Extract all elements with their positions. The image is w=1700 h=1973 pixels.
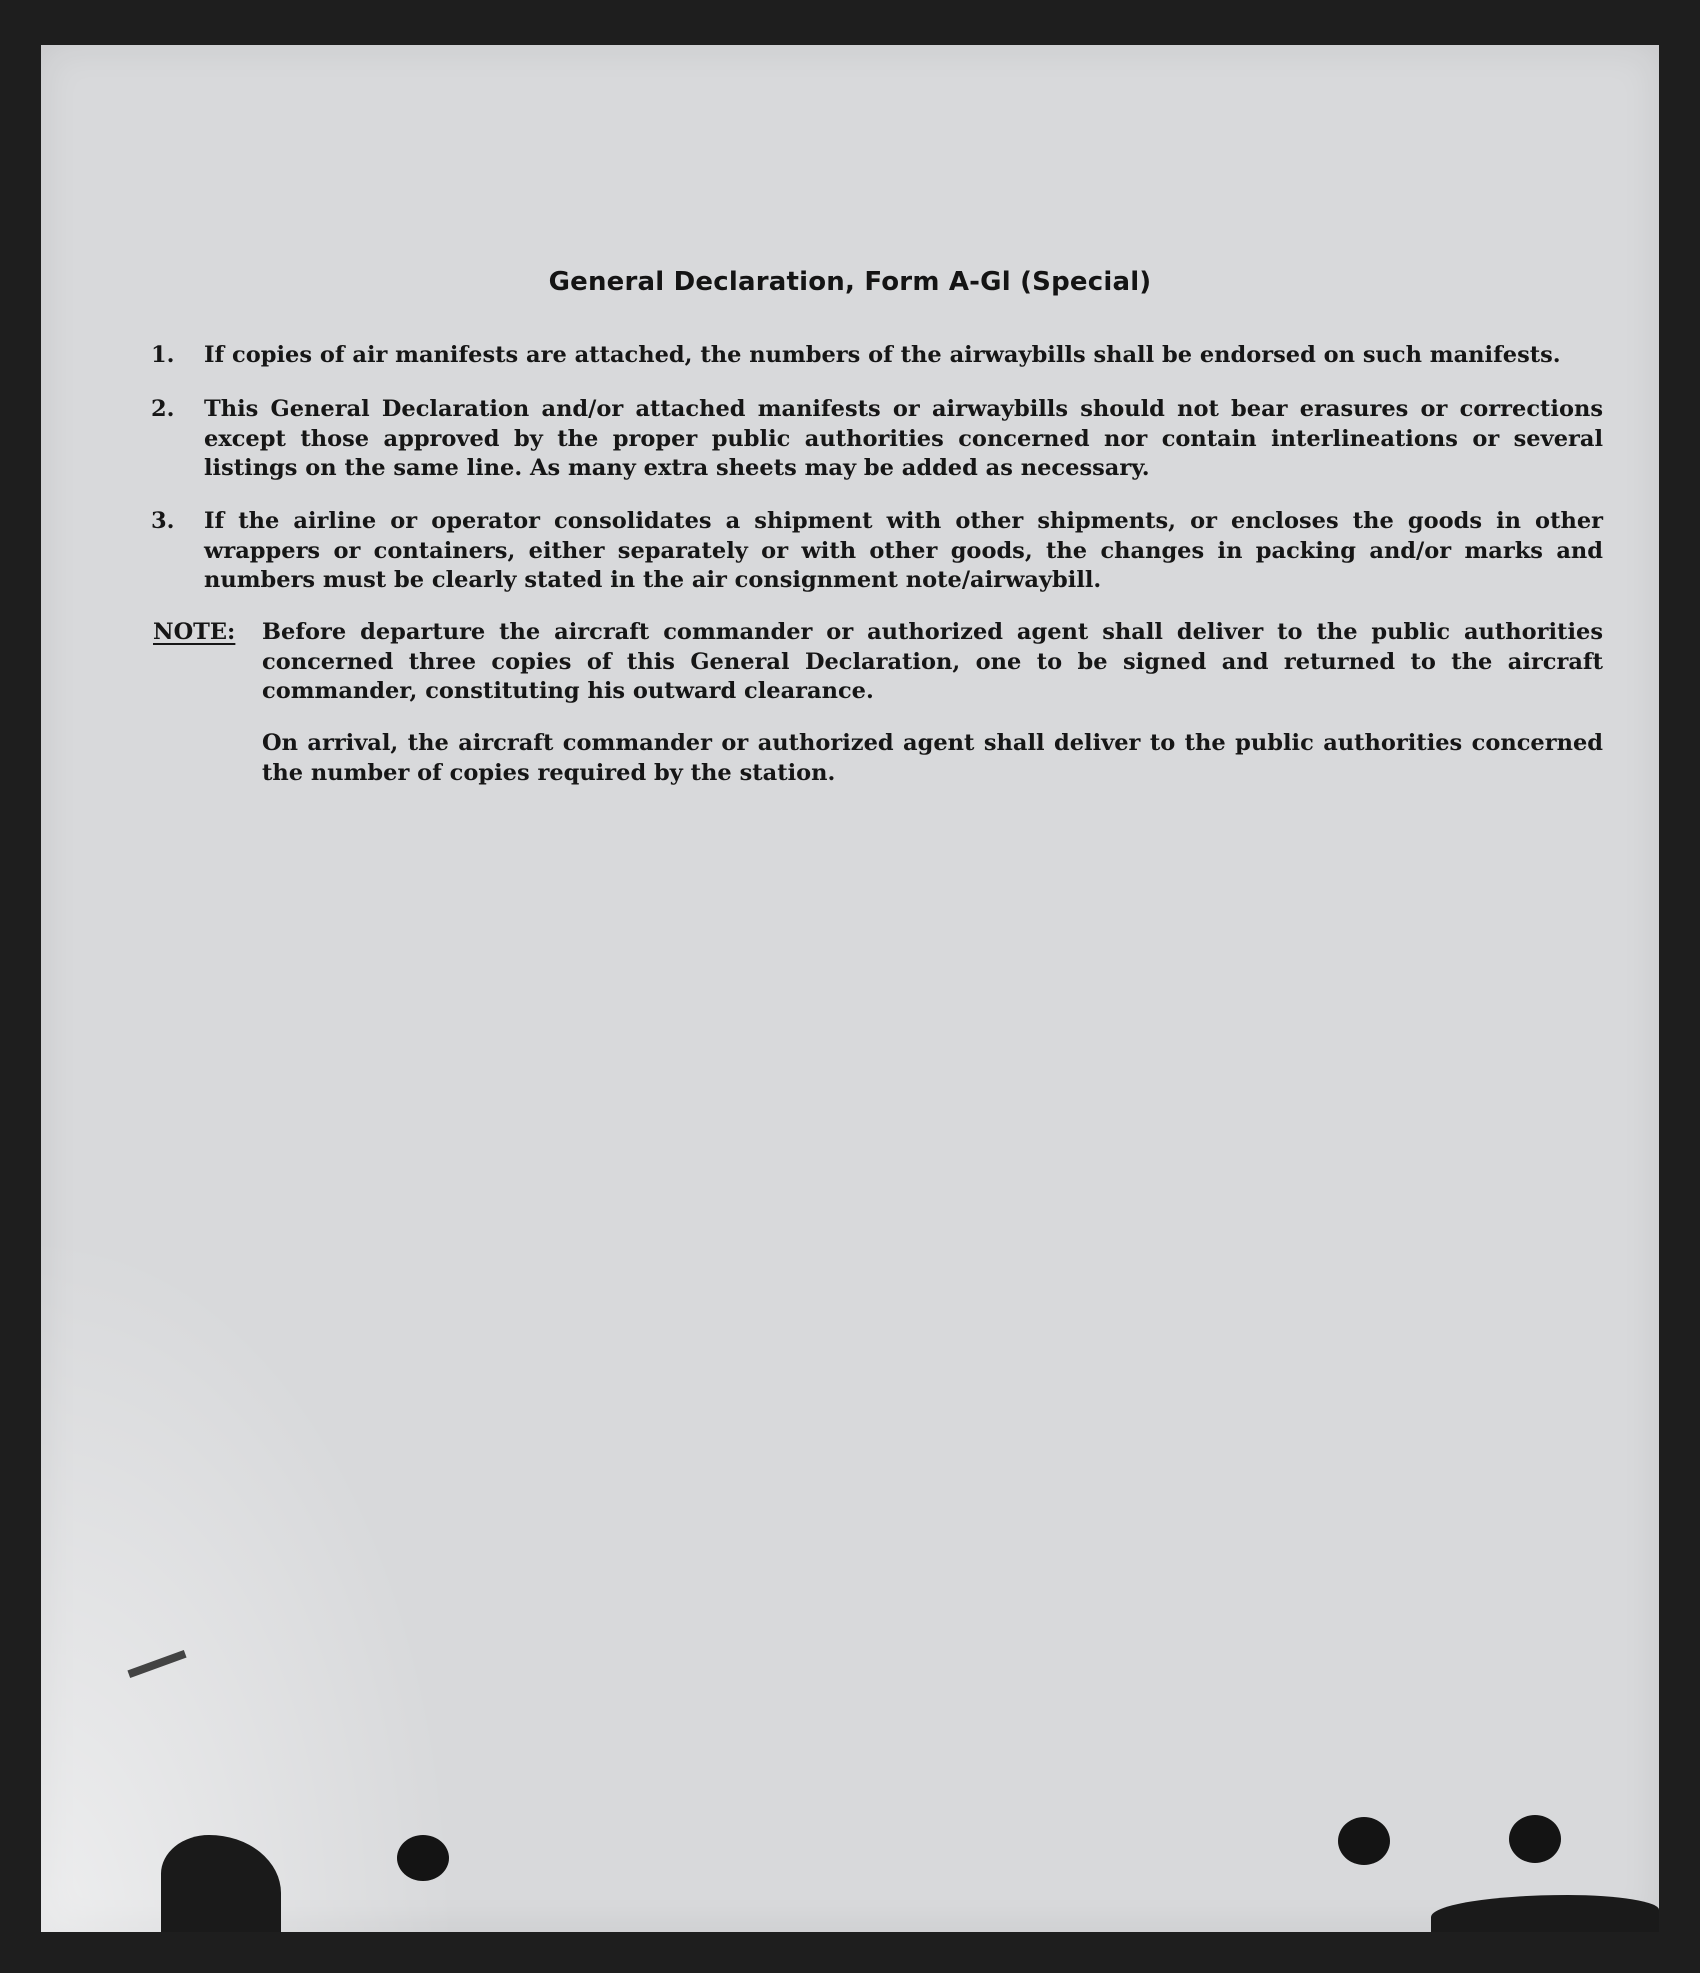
item-text: If the airline or operator consolidates a shipment with other shipments, or encloses the goods in other wrappers or containers, either separately or with other goods, the changes in packing and/or marks and numbers must be clearly stated in the air consignment note/airwaybill. bbox=[204, 508, 1603, 593]
item-number: 1. bbox=[151, 342, 175, 368]
note-paragraph-arrival: On arrival, the aircraft commander or authorized agent shall deliver to the public authorities concerned the number of copies required by the station. bbox=[262, 730, 1603, 786]
paper-discoloration bbox=[41, 1225, 461, 1932]
note-label: NOTE: bbox=[153, 619, 236, 645]
paper-sheet bbox=[41, 45, 1659, 1932]
punch-hole-right-1 bbox=[1338, 1817, 1390, 1865]
document-title: General Declaration, Form A-Gl (Special) bbox=[548, 267, 1152, 297]
punch-hole-left bbox=[397, 1835, 449, 1881]
item-number: 2. bbox=[151, 396, 175, 422]
torn-corner-right bbox=[1431, 1895, 1659, 1932]
note-paragraph-departure: Before departure the aircraft commander or authorized agent shall deliver to the public authorities concerned three copies of this General Declaration, one to be signed and returned to the aircraft commander, constituting his outward clearance. bbox=[262, 619, 1603, 704]
punch-hole-right-2 bbox=[1509, 1815, 1561, 1863]
item-text: If copies of air manifests are attached, the numbers of the airwaybills shall be endorsed on such manifests. bbox=[204, 342, 1561, 368]
item-text: This General Declaration and/or attached manifests or airwaybills should not bear erasures or corrections except those approved by the proper public authorities concerned nor contain interlineations or several listings on the same line. As many extra sheets may be added as necessary. bbox=[204, 396, 1603, 481]
item-number: 3. bbox=[151, 508, 175, 534]
